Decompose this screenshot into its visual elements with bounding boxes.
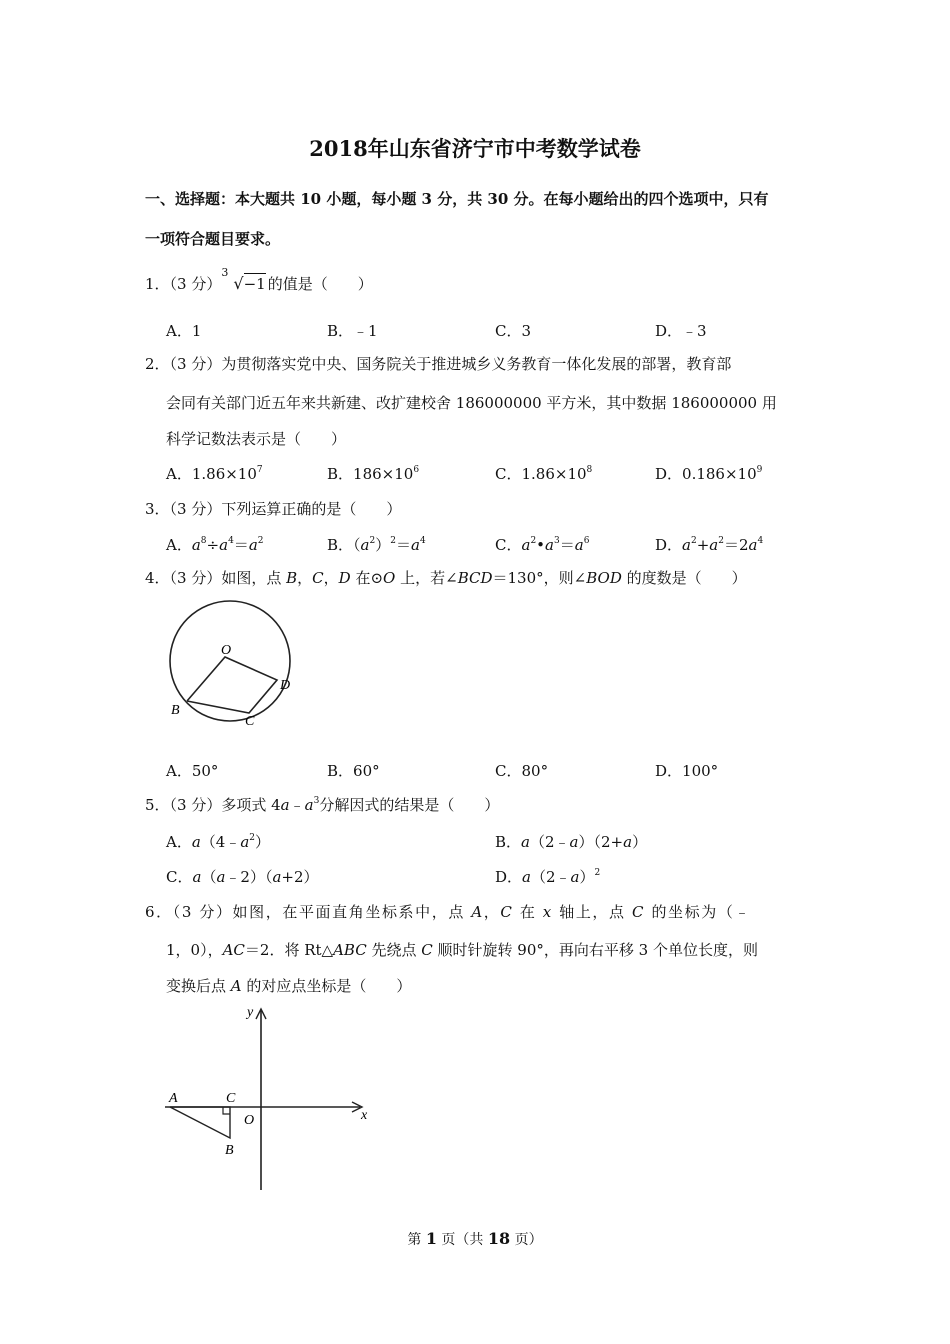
q4-stem: 4．（3 分）如图，点 B，C，D 在⊙O 上，若∠BCD＝130°，则∠BOD 的度数是（ ）	[145, 569, 747, 587]
q2-line1: 2．（3 分）为贯彻落实党中央、国务院关于推进城乡义务教育一体化发展的部署，教育部	[145, 355, 732, 373]
q2-option-d: D．$0.186\times 10^9$	[655, 465, 763, 483]
q2-option-a: A．$1.86\times 10^7$	[166, 465, 263, 483]
q6-triangle-abc	[170, 1107, 230, 1138]
q4-label-c: C	[245, 714, 255, 729]
q1-option-d: D．﹣3	[655, 322, 707, 340]
q1-number: 1．	[145, 275, 170, 293]
q5-option-c: C．a（a﹣2）（a+2）	[166, 868, 319, 886]
q6-label-o: O	[244, 1113, 255, 1128]
q6-label-a: A	[169, 1091, 178, 1106]
q6-label-x: x	[361, 1108, 368, 1123]
q6-line3: 变换后点 A 的对应点坐标是（ ）	[166, 977, 412, 995]
q2-line2: 会同有关部门近五年来共新建、改扩建校舍 186000000 平方米，其中数据 186000000 用	[166, 394, 777, 412]
question-1	[145, 266, 373, 294]
section-heading-line1: 一、选择题：本大题共 10 小题，每小题 3 分，共 30 分。在每小题给出的四个选项中，只有	[145, 190, 769, 208]
q4-option-d: D．100°	[655, 762, 719, 780]
q3-option-a: A．$a^8\div a^4=a^2$	[166, 536, 264, 554]
q6-line2: 1，0），AC＝2．将 Rt△ABC 先绕点 C 顺时针旋转 90°，再向右平移 3 个单位长度，则	[166, 941, 758, 959]
q2-option-c: C．$1.86\times 10^8$	[495, 465, 593, 483]
q2-line3: 科学记数法表示是（ ）	[166, 430, 347, 448]
q4-label-d: D	[280, 678, 291, 693]
q1-option-b: B．﹣1	[327, 322, 378, 340]
q6-label-y: y	[247, 1005, 254, 1020]
q4-quadrilateral	[187, 657, 277, 713]
q6-label-c: C	[226, 1091, 236, 1106]
q1-radicand: −1	[243, 275, 266, 293]
q4-option-c: C．80°	[495, 762, 549, 780]
q3-option-d: D．$a^2+a^2=2a^4$	[655, 536, 764, 554]
q4-label-o: O	[221, 643, 232, 658]
q5-option-b: B．a（2﹣a）（2+a）	[495, 833, 648, 851]
q5-stem: 5．（3 分）多项式 $4a﹣a^3$分解因式的结果是（ ）	[145, 796, 500, 814]
q2-option-b: B．$186\times 10^6$	[327, 465, 420, 483]
q1-cube-root: 3 √−1	[221, 266, 266, 293]
q1-score: （3 分）	[169, 275, 222, 293]
q6-label-b: B	[225, 1143, 234, 1158]
q1-option-a: A．1	[166, 322, 202, 340]
q4-option-b: B．60°	[327, 762, 380, 780]
q3-stem: 3．（3 分）下列运算正确的是（ ）	[145, 500, 402, 518]
section-heading-line2: 一项符合题目要求。	[145, 230, 281, 248]
q5-option-a: A．$a(4﹣a^2)$	[166, 833, 271, 851]
q3-option-b: B．$(a^2)^2=a^4$	[327, 536, 426, 554]
q6-right-angle-mark	[223, 1107, 230, 1114]
q4-option-a: A．50°	[166, 762, 219, 780]
footer-total-pages: 18	[487, 1229, 511, 1248]
q1-root-index: 3	[221, 266, 229, 279]
q4-circle-o	[170, 601, 290, 721]
q4-label-b: B	[171, 703, 180, 718]
q1-option-c: C．3	[495, 322, 532, 340]
footer-page-number: 1	[425, 1229, 437, 1248]
q4-circle-figure	[155, 598, 305, 733]
page-footer: 第 1 页（共 18 页）	[407, 1229, 543, 1248]
q6-coordinate-figure	[155, 1000, 380, 1195]
q5-option-d: D．a（2﹣a）$^2$	[495, 868, 601, 886]
q3-option-c: C．$a^2•a^3=a^6$	[495, 536, 590, 554]
q6-line1: 6．（3 分）如图，在平面直角坐标系中，点 A，C 在 x 轴上，点 C 的坐标为（﹣	[145, 903, 752, 921]
page-title: 2018年山东省济宁市中考数学试卷	[309, 136, 641, 161]
q1-tail: 的值是（ ）	[267, 275, 373, 293]
